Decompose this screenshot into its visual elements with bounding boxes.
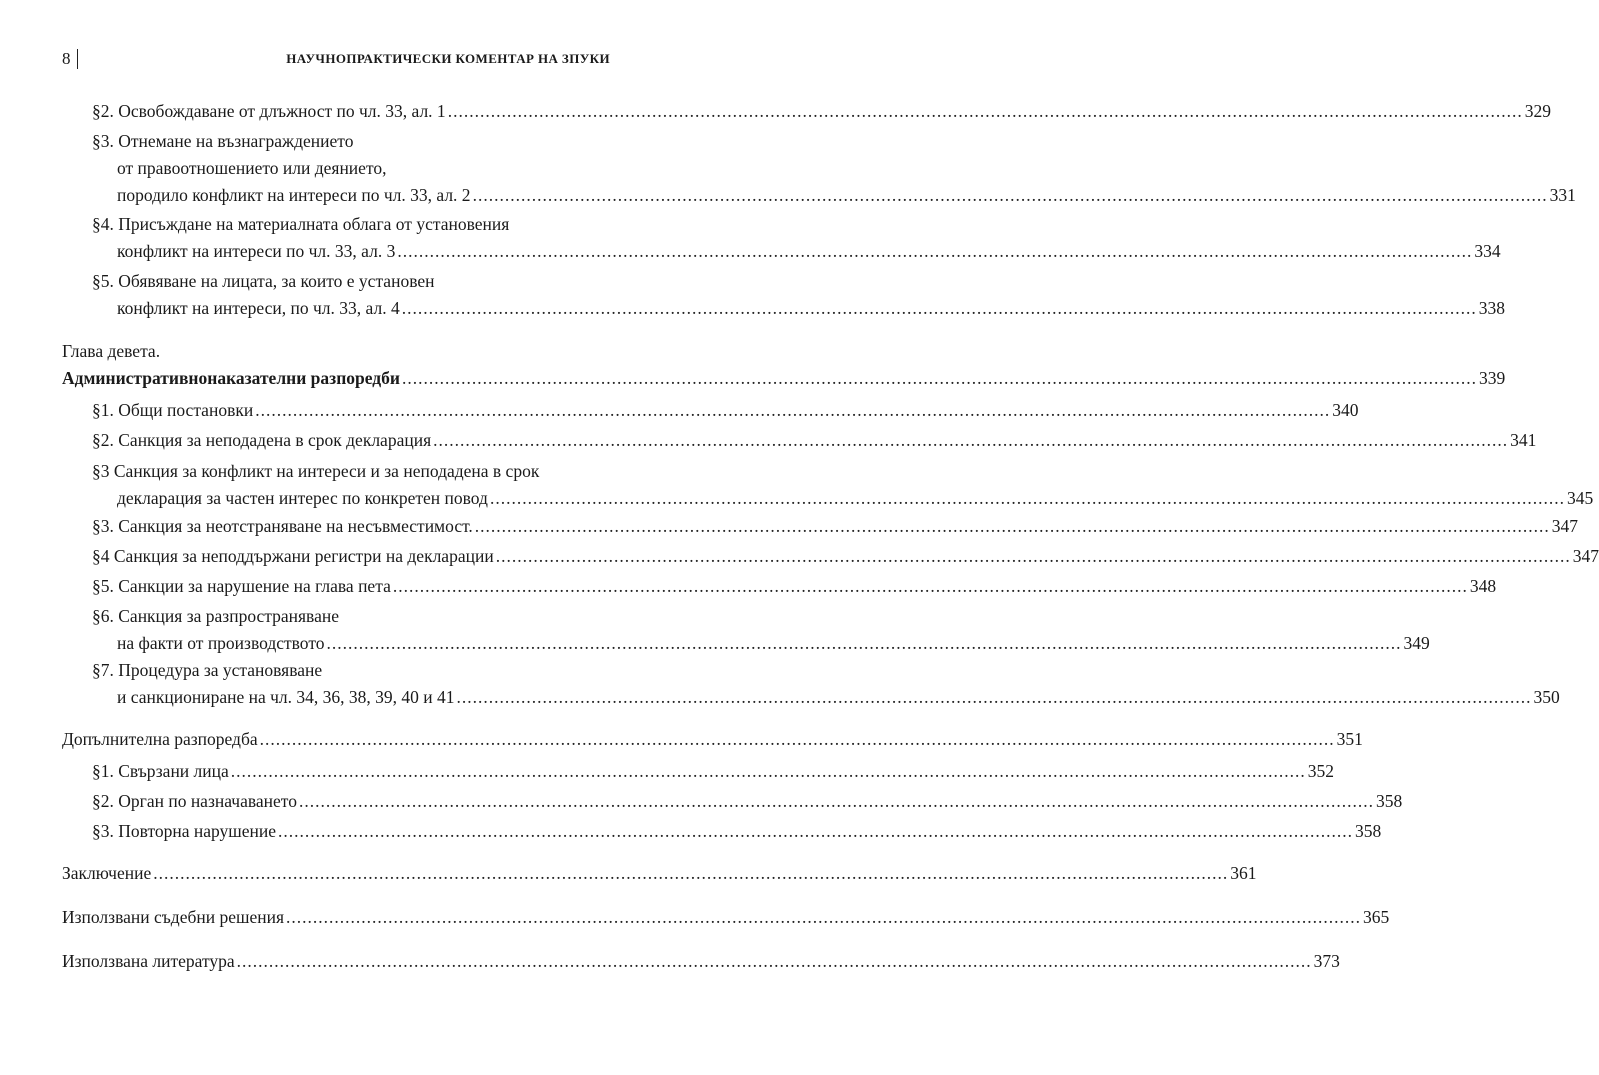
toc-entry-title: Използвана литература	[62, 951, 235, 971]
toc-page-number: 340	[1332, 400, 1359, 420]
toc-entry-line: §6. Санкция за разпространяване	[92, 606, 339, 626]
toc-page-number: 339	[1479, 368, 1506, 388]
toc-page-number: 365	[1363, 907, 1390, 927]
toc-entry-row	[62, 904, 1390, 930]
toc-page-number: 351	[1336, 729, 1363, 749]
dot-leader: ........................................................................................................................................................................................................	[298, 791, 1374, 811]
toc-entry-line: §3 Санкция за конфликт на интереси и за неподадена в срок	[92, 461, 540, 481]
toc-entry-title: §1. Свързани лица	[92, 761, 229, 781]
toc-entry-row	[117, 630, 1430, 656]
toc-entry-line: от правоотношението или деянието,	[117, 158, 387, 178]
dot-leader: ........................................................................................................................................................................................................	[236, 951, 1312, 971]
dot-leader: ........................................................................................................................................................................................................	[286, 907, 1362, 927]
toc-page-number: 358	[1375, 791, 1403, 811]
toc-entry-row	[92, 758, 1335, 784]
toc-entry-line: Глава девета.	[62, 341, 161, 361]
running-title: НАУЧНОПРАКТИЧЕСКИ КОМЕНТАР НА ЗПУКИ	[286, 51, 610, 66]
toc-page-number: 331	[1549, 185, 1576, 205]
dot-leader: ........................................................................................................................................................................................................	[153, 863, 1229, 883]
toc-page-number: 334	[1474, 241, 1501, 261]
toc-entry-row	[117, 295, 1505, 321]
header-divider	[77, 49, 78, 69]
toc-page-number: 338	[1478, 298, 1505, 318]
toc-entry-row	[92, 98, 1551, 124]
dot-leader: ........................................................................................................................................................................................................	[392, 576, 1468, 596]
toc-entry-title: на факти от производството	[117, 633, 325, 653]
toc-entry-title: Административнонаказателни разпоредби	[62, 368, 400, 388]
toc-page-number: 347	[1572, 546, 1599, 566]
dot-leader: ........................................................................................................................................................................................................	[472, 185, 1548, 205]
dot-leader: ........................................................................................................................................................................................................	[495, 546, 1571, 566]
toc-page-number: 373	[1313, 951, 1340, 971]
toc-entry-line: §7. Процедура за установяване	[92, 660, 323, 680]
toc-entry-row	[92, 397, 1359, 423]
toc-page-number: 361	[1230, 863, 1257, 883]
toc-entry-title: §4 Санкция за неподдържани регистри на декларации	[92, 546, 494, 566]
toc-entry-row	[62, 948, 1340, 974]
toc-page-number: 341	[1510, 430, 1537, 450]
toc-entry-title: породило конфликт на интереси по чл. 33, ал. 2	[117, 185, 471, 205]
dot-leader: ........................................................................................................................................................................................................	[397, 241, 1473, 261]
toc-page-number: 349	[1403, 633, 1430, 653]
toc-entry-row	[92, 513, 1579, 539]
toc-entry-title: Използвани съдебни решения	[62, 907, 285, 927]
toc-entry-row	[117, 238, 1501, 264]
toc-entry-title: и санкциониране на чл. 34, 36, 38, 39, 40 и 41	[117, 687, 455, 707]
toc-page-number: 358	[1355, 821, 1382, 841]
toc-entry-row	[92, 573, 1497, 599]
dot-leader: ........................................................................................................................................................................................................	[433, 430, 1509, 450]
dot-leader: ........................................................................................................................................................................................................	[456, 687, 1532, 707]
toc-entry-title: §3. Санкция за неотстраняване на несъвместимост.	[92, 516, 473, 536]
toc-page-number: 348	[1469, 576, 1497, 596]
toc-entry-title: §2. Освобождаване от длъжност по чл. 33, ал. 1	[92, 101, 446, 121]
dot-leader: ........................................................................................................................................................................................................	[489, 488, 1565, 508]
dot-leader: ........................................................................................................................................................................................................	[255, 400, 1331, 420]
toc-entry-row	[92, 818, 1382, 844]
toc-entry-row	[62, 365, 1506, 391]
toc-entry-line: §4. Присъждане на материалната облага от установения	[92, 214, 510, 234]
toc-page-number: 350	[1533, 687, 1560, 707]
toc-entry-row	[62, 860, 1257, 886]
toc-entry-title: декларация за частен интерес по конкретен повод	[117, 488, 488, 508]
toc-page-number: 352	[1307, 761, 1335, 781]
toc-page-number: 329	[1524, 101, 1551, 121]
dot-leader: ........................................................................................................................................................................................................	[278, 821, 1354, 841]
toc-entry-title: конфликт на интереси по чл. 33, ал. 3	[117, 241, 396, 261]
toc-entry-title: §2. Орган по назначаването	[92, 791, 297, 811]
dot-leader: ........................................................................................................................................................................................................	[402, 368, 1477, 388]
toc-entry-title: §5. Санкции за нарушение на глава пета	[92, 576, 391, 596]
toc-entry-line: §3. Отнемане на възнаграждението	[92, 131, 354, 151]
toc-entry-title: §1. Общи постановки	[92, 400, 254, 420]
dot-leader: ........................................................................................................................................................................................................	[474, 516, 1550, 536]
toc-entry-title: конфликт на интереси, по чл. 33, ал. 4	[117, 298, 400, 318]
toc-entry-title: Допълнителна разпоредба	[62, 729, 258, 749]
dot-leader: ........................................................................................................................................................................................................	[230, 761, 1306, 781]
toc-entry-row	[62, 726, 1363, 752]
dot-leader: ........................................................................................................................................................................................................	[326, 633, 1402, 653]
page-number: 8	[62, 49, 71, 68]
toc-entry-row	[92, 788, 1403, 814]
toc-page-number: 347	[1551, 516, 1579, 536]
running-header	[62, 46, 610, 72]
dot-leader: ........................................................................................................................................................................................................	[259, 729, 1335, 749]
toc-entry-row	[117, 684, 1560, 710]
toc-entry-row	[117, 485, 1594, 511]
toc-entry-title: §2. Санкция за неподадена в срок декларация	[92, 430, 432, 450]
toc-entry-title: §3. Повторна нарушение	[92, 821, 277, 841]
toc-entry-row	[92, 427, 1537, 453]
toc-entry-line: §5. Обявяване на лицата, за които е установен	[92, 271, 435, 291]
toc-entry-row	[92, 543, 1599, 569]
dot-leader: ........................................................................................................................................................................................................	[447, 101, 1523, 121]
toc-page-number: 345	[1566, 488, 1594, 508]
toc-entry-title: Заключение	[62, 863, 152, 883]
dot-leader: ........................................................................................................................................................................................................	[401, 298, 1477, 318]
toc-entry-row	[117, 182, 1576, 208]
